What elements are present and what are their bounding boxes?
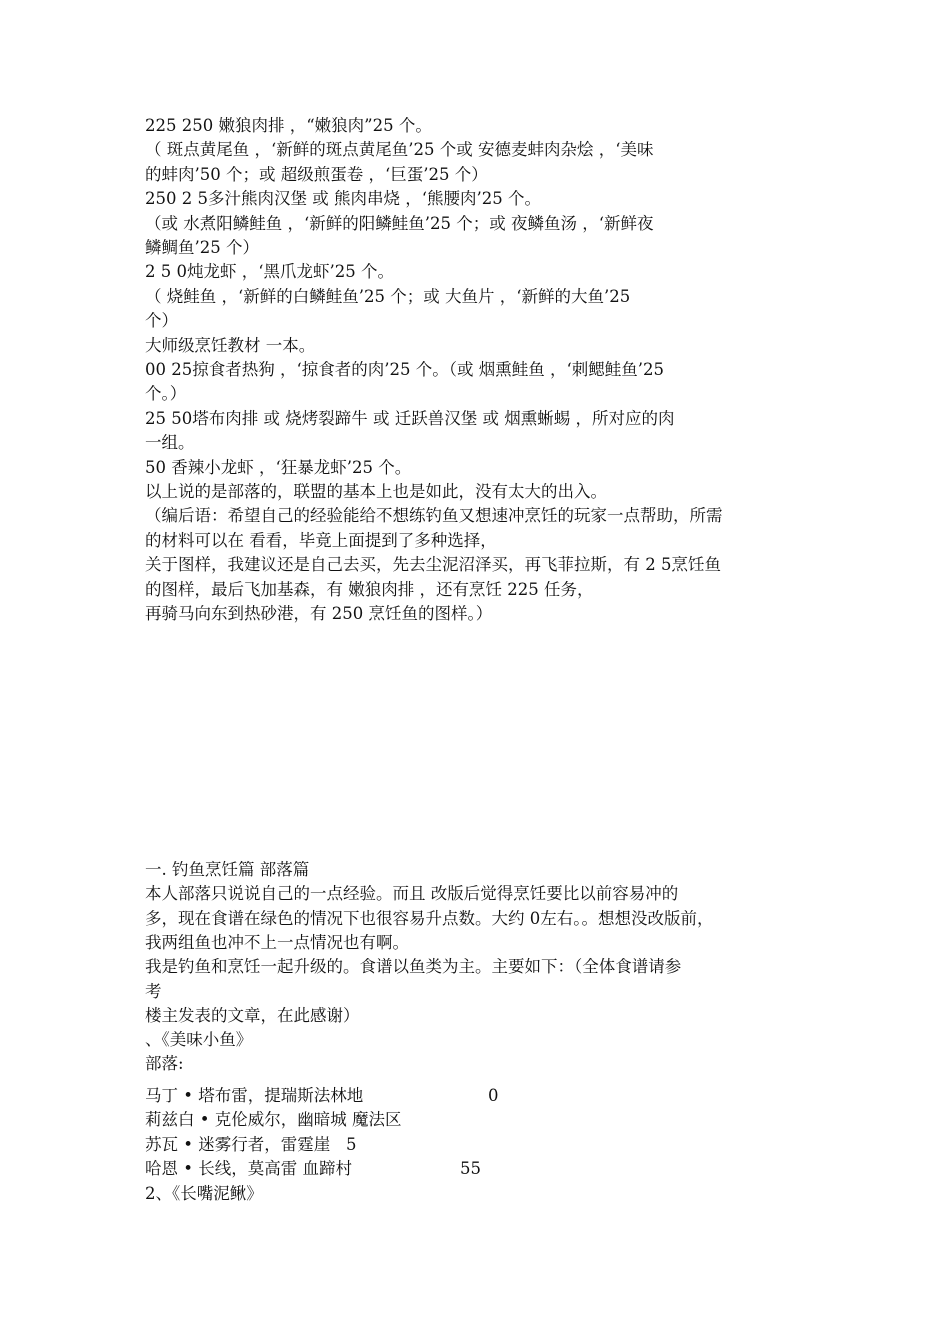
text-line: （或 水煮阳鳞鲑鱼 ，‘新鲜的阳鳞鲑鱼’25 个；或 夜鳞鱼汤 ，‘新鲜夜 [145, 213, 654, 233]
text-line: 个） [145, 311, 178, 331]
text-line: 的蚌肉’50 个；或 超级煎蛋卷 ，‘巨蛋’25 个） [145, 164, 488, 184]
text-line: 一组。 [145, 433, 195, 453]
text-line: 一. 钓鱼烹饪篇 部落篇 [145, 860, 310, 879]
text-line: 以上说的是部落的，联盟的基本上也是如此，没有太大的出入。 [145, 482, 607, 501]
text-line: 的图样，最后飞加基森，有 嫩狼肉排 ，还有烹饪 225 任务， [145, 579, 594, 599]
text-line: 2 5 0炖龙虾 ，‘黑爪龙虾’25 个。 [145, 262, 394, 282]
vendor-row [145, 1157, 815, 1181]
vendor-value: 55 [460, 1158, 481, 1178]
text-line: （编后语：希望自己的经验能给不想练钓鱼又想速冲烹饪的玩家一点帮助，所需 [145, 506, 723, 526]
vendor-value: 0 [488, 1086, 499, 1105]
text-line: 50 香辣小龙虾 ，‘狂暴龙虾’25 个。 [145, 457, 412, 477]
text-line: 大师级烹饪教材 一本。 [145, 335, 316, 355]
text-line: 00 25掠食者热狗 ，‘掠食者的肉’25 个。（或 烟熏鲑鱼 ，‘刺鳃鲑鱼’25 [145, 360, 664, 379]
vendor-name: 哈恩 • 长线，莫高雷 血蹄村 [145, 1158, 352, 1178]
text-line: 本人部落只说说自己的一点经验。而且 改版后觉得烹饪要比以前容易冲的 [145, 884, 679, 904]
text-line: 多，现在食谱在绿色的情况下也很容易升点数。大约 0左右。。想想没改版前， [145, 908, 714, 928]
vendor-name: 莉兹白 • 克伦威尔，幽暗城 魔法区 [145, 1110, 402, 1130]
text-line: 关于图样，我建议还是自己去买，先去尘泥沼泽买，再飞菲拉斯，有 2 5烹饪鱼 [145, 555, 721, 575]
text-line: 、《美味小鱼》 [145, 1030, 253, 1050]
text-line: 个。） [145, 384, 187, 404]
text-line: 250 2 5多汁熊肉汉堡 或 熊肉串烧 ，‘熊腰肉’25 个。 [145, 189, 541, 209]
text-line: （ 烧鲑鱼 ，‘新鲜的白鳞鲑鱼’25 个；或 大鱼片 ，‘新鲜的大鱼’25 [145, 286, 631, 306]
text-line: 我是钓鱼和烹饪一起升级的。食谱以鱼类为主。主要如下：（全体食谱请参 [145, 957, 682, 977]
text-line: 25 50塔布肉排 或 烧烤裂蹄牛 或 迁跃兽汉堡 或 烟熏蜥蜴 ，所对应的肉 [145, 408, 675, 428]
text-line: 楼主发表的文章，在此感谢） [145, 1005, 360, 1025]
text-line: 我两组鱼也冲不上一点情况也有啊。 [145, 932, 409, 952]
text-line: 部落: [145, 1054, 184, 1074]
vendor-name: 苏瓦 • 迷雾行者，雷霆崖 5 [145, 1134, 357, 1154]
vendor-row [145, 1108, 815, 1132]
vendor-name: 马丁 • 塔布雷，提瑞斯法林地 [145, 1086, 364, 1105]
text-line: （ 斑点黄尾鱼 ，‘新鲜的斑点黄尾鱼’25 个或 安德麦蚌肉杂烩 ，‘美味 [145, 140, 654, 160]
text-line: 再骑马向东到热砂港，有 250 烹饪鱼的图样。） [145, 604, 493, 623]
vendor-row [145, 1084, 815, 1108]
text-line: 225 250 嫩狼肉排 ，“嫩狼肉”25 个。 [145, 116, 432, 135]
vendor-row [145, 1133, 815, 1157]
text-line: 考 [145, 981, 162, 1001]
text-line: 的材料可以在 看看，毕竟上面提到了多种选择， [145, 530, 497, 550]
text-line: 2、《长嘴泥鳅》 [145, 1184, 263, 1203]
text-line: 鳞鲷鱼’25 个） [145, 238, 259, 257]
